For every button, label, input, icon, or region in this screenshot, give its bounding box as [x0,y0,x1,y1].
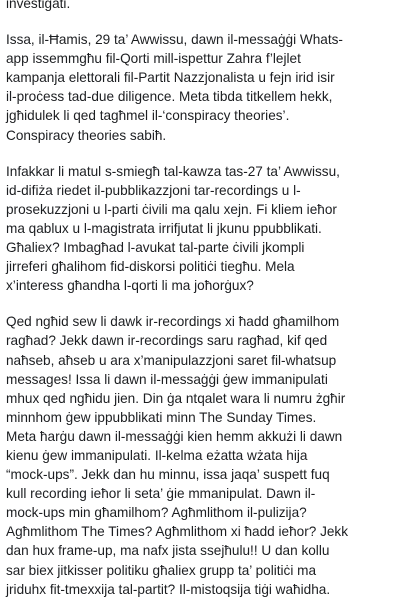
text-line: Agħmlithom The Times? Agħmlithom xi ħadd ieħor? Jekk [6,524,349,540]
text-line: Meta ħarġu dawn il-messaġġi kien hemm akkużi li dawn [6,428,343,444]
text-line: app issemmgħu fil-Qorti mill-ispettur Zahra f’lejlet [6,51,301,67]
text-line: jriduhx fit-tmexxija tal-partit? Il-mistoqsija tiġi waħidha. [6,581,331,597]
text-line: kienu ġew immanipulati. Il-kelma eżatta wżata hija [6,447,308,463]
text-line: Issa, il-Ħamis, 29 ta’ Awwissu, dawn il-messaġġi Whats- [6,32,343,48]
text-line: sar biex jitkisser politiku għaliex grupp ta’ politiċi ma [6,562,317,578]
post-paragraph-3 [6,162,398,296]
text-line: minnhom ġew ippubblikati minn The Sunday Times. [6,409,317,425]
text-line: mhux qed ngħidu jien. Din ġa ntqalet wara li numru żgħir [6,390,346,406]
text-line: messages! Issa li dawn il-messaġġi ġew immanipulati [6,371,328,387]
text-line: kull recording ieħor li seta’ ġie mmanipulat. Dawn il- [6,486,316,502]
text-line: ma qablux u l-magistrata irrifjutat li jkunu ppubblikati. [6,220,322,236]
text-line: jirreferi għalihom fid-diskorsi politiċi tiegħu. Mela [6,259,295,275]
text-line: Conspiracy theories sabiħ. [6,127,167,143]
text-line: naħseb, aħseb u ara x’manipulazzjoni saret fil-whatsup [6,352,337,368]
text-line: prosekuzzjoni u l-parti ċivili ma qalu xejn. Fi kliem ieħor [6,201,337,217]
text-line: mock-ups min għamilhom? Agħmlithom il-pulizija? [6,505,307,521]
text-line: kampanja elettorali fil-Partit Nazzjonalista u fejn irid isir [6,70,335,86]
post-paragraph-1 [6,0,398,13]
text-line: investigati. [6,0,71,11]
post-paragraph-2 [6,30,398,145]
post-body [6,0,398,616]
text-line: il-proċess tad-due diligence. Meta tibda titkellem hekk, [6,89,333,105]
text-line: Qed ngħid sew li dawk ir-recordings xi ħadd għamilhom [6,314,340,330]
text-line: x’interess għandha l-qorti li ma joħorġux? [6,278,254,294]
text-line: id-difiża riedet il-pubblikazzjoni tar-recordings u l- [6,182,301,198]
text-line: “mock-ups”. Jekk dan hu minnu, issa jaqa’ suspett fuq [6,467,330,483]
text-line: dan hux frame-up, ma nafx jista ssejħulu!! U dan kollu [6,543,330,559]
text-line: jgħidulek li qed tagħmel il-‘conspiracy theories’. [6,108,290,124]
text-line: Infakkar li matul s-smiegħ tal-kawza tas-27 ta’ Awwissu, [6,163,340,179]
text-line: Għaliex? Imbagħad l-avukat tal-parte ċivili jkompli [6,240,305,256]
post-paragraph-4 [6,312,398,598]
text-line: ragħad? Jekk dawn ir-recordings saru ragħad, kif qed [6,333,328,349]
